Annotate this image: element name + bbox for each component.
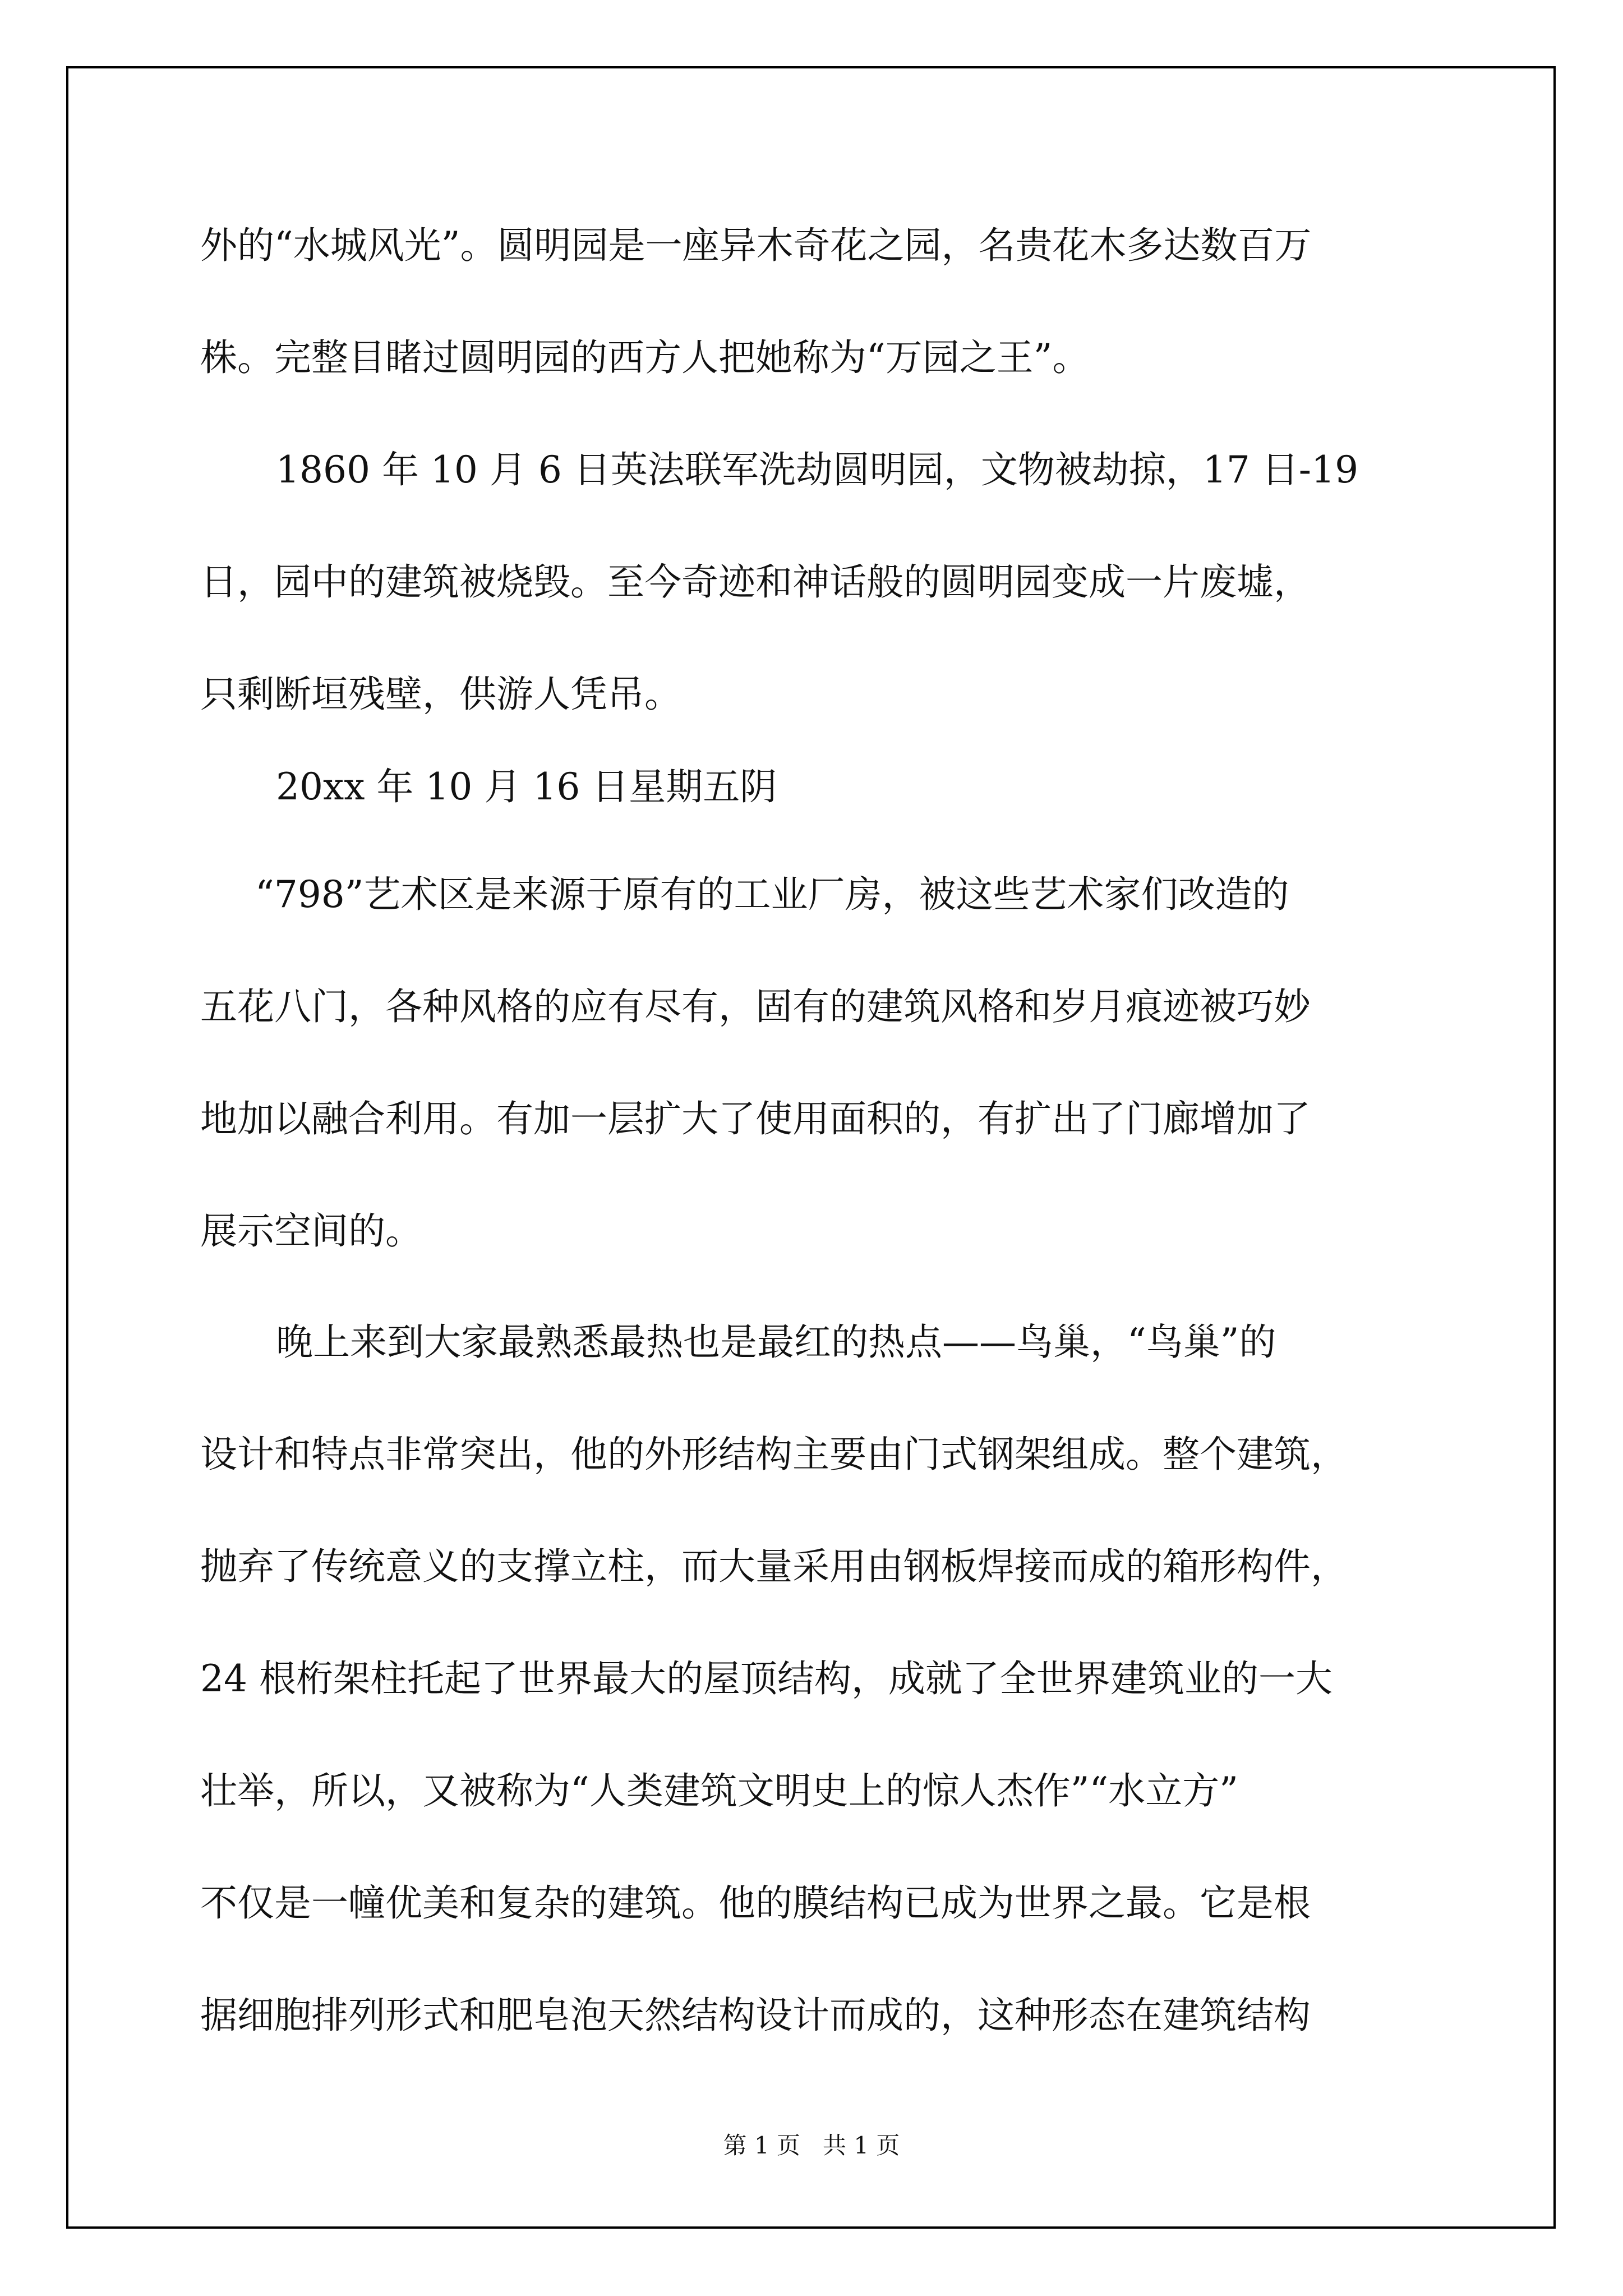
text-line: 地加以融合利用。有加一层扩大了使用面积的，有扩出了门廊增加了 [200, 1097, 1311, 1140]
text-line: 日，园中的建筑被烧毁。至今奇迹和神话般的圆明园变成一片废墟， [200, 560, 1311, 604]
text-line: “798”艺术区是来源于原有的工业厂房，被这些艺术家们改造的 [255, 873, 1289, 916]
page-number: 第 1 页 [723, 2132, 800, 2159]
text-line: 株。完整目睹过圆明园的西方人把她称为“万园之王”。 [200, 336, 1090, 379]
text-line: 抛弃了传统意义的支撑立柱，而大量采用由钢板焊接而成的箱形构件， [200, 1545, 1348, 1588]
page-total: 共 1 页 [823, 2132, 900, 2159]
text-line: 五花八门，各种风格的应有尽有，固有的建筑风格和岁月痕迹被巧妙 [200, 985, 1311, 1028]
text-line: 24 根桁架柱托起了世界最大的屋顶结构，成就了全世界建筑业的一大 [200, 1657, 1332, 1700]
text-line: 壮举，所以，又被称为“人类建筑文明史上的惊人杰作”“水立方” [200, 1769, 1238, 1812]
text-line: 20xx 年 10 月 16 日星期五阴 [276, 765, 777, 808]
text-line: 只剩断垣残壁，供游人凭吊。 [200, 673, 681, 716]
text-line: 展示空间的。 [200, 1209, 422, 1253]
text-line: 晚上来到大家最熟悉最热也是最红的热点——鸟巢，“鸟巢”的 [276, 1320, 1276, 1364]
page-footer [0, 2127, 1623, 2161]
text-line: 据细胞排列形式和肥皂泡天然结构设计而成的，这种形态在建筑结构 [200, 1994, 1311, 2037]
text-line: 不仅是一幢优美和复杂的建筑。他的膜结构已成为世界之最。它是根 [200, 1881, 1311, 1925]
text-line: 外的“水城风光”。圆明园是一座异木奇花之园，名贵花木多达数百万 [200, 224, 1312, 267]
text-line: 设计和特点非常突出，他的外形结构主要由门式钢架组成。整个建筑， [200, 1433, 1348, 1476]
text-line: 1860 年 10 月 6 日英法联军洗劫圆明园，文物被劫掠，17 日-19 [276, 448, 1359, 491]
